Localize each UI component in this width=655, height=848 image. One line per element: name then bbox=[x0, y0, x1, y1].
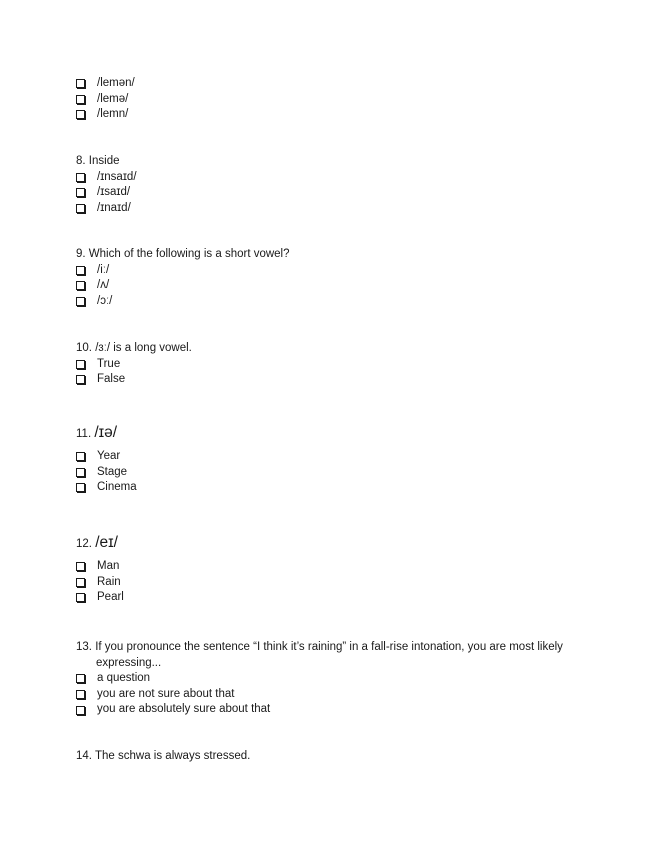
checkbox-icon[interactable] bbox=[76, 173, 85, 182]
option[interactable] bbox=[76, 278, 585, 294]
phonetic-symbol: /ɪə/ bbox=[94, 424, 118, 441]
option[interactable] bbox=[76, 185, 585, 201]
checkbox-icon[interactable] bbox=[76, 204, 85, 213]
question-text bbox=[76, 640, 585, 656]
checkbox-icon[interactable] bbox=[76, 468, 85, 477]
question-9 bbox=[76, 247, 585, 309]
option[interactable] bbox=[76, 702, 585, 718]
option[interactable] bbox=[76, 687, 585, 703]
option-label: /lemən/ bbox=[97, 77, 135, 89]
question-number: 11. bbox=[76, 428, 92, 440]
checkbox-icon[interactable] bbox=[76, 375, 85, 384]
option[interactable] bbox=[76, 671, 585, 687]
option[interactable] bbox=[76, 357, 585, 373]
question-number: 12. bbox=[76, 538, 92, 550]
option[interactable] bbox=[76, 170, 585, 186]
checkbox-icon[interactable] bbox=[76, 95, 85, 104]
option-label: /iː/ bbox=[97, 263, 110, 276]
option-label: you are absolutely sure about that bbox=[97, 703, 271, 716]
option-label: /ɪsaɪd/ bbox=[97, 186, 131, 199]
checkbox-icon[interactable] bbox=[76, 706, 85, 715]
option[interactable] bbox=[76, 263, 585, 279]
question-number: 10. bbox=[76, 342, 92, 354]
option-label: /ɔː/ bbox=[97, 294, 113, 307]
option[interactable] bbox=[76, 449, 585, 465]
question-prompt: Which of the following is a short vowel? bbox=[88, 248, 290, 260]
question-text bbox=[76, 531, 585, 559]
checkbox-icon[interactable] bbox=[76, 483, 85, 492]
option[interactable] bbox=[76, 107, 585, 123]
option[interactable] bbox=[76, 76, 585, 92]
option-label: /lemn/ bbox=[97, 108, 129, 121]
checkbox-icon[interactable] bbox=[76, 452, 85, 461]
question-text bbox=[76, 154, 585, 170]
phonetic-symbol: /eɪ/ bbox=[95, 534, 118, 551]
question-11 bbox=[76, 421, 585, 496]
checkbox-icon[interactable] bbox=[76, 79, 85, 88]
checkbox-icon[interactable] bbox=[76, 562, 85, 571]
option-label: Pearl bbox=[97, 591, 124, 604]
option[interactable] bbox=[76, 590, 585, 606]
option-label: a question bbox=[97, 672, 151, 685]
question-text bbox=[76, 341, 585, 357]
question-prompt: /ɜː/ is a long vowel. bbox=[95, 342, 192, 354]
option[interactable] bbox=[76, 465, 585, 481]
checkbox-icon[interactable] bbox=[76, 188, 85, 197]
option-label: /ɪnsaɪd/ bbox=[97, 170, 137, 183]
checkbox-icon[interactable] bbox=[76, 266, 85, 275]
question-14 bbox=[76, 749, 585, 765]
option[interactable] bbox=[76, 294, 585, 310]
question-number: 9. bbox=[76, 248, 86, 260]
question-13 bbox=[76, 640, 585, 718]
question-12 bbox=[76, 531, 585, 606]
question-text bbox=[76, 421, 585, 449]
checkbox-icon[interactable] bbox=[76, 281, 85, 290]
checkbox-icon[interactable] bbox=[76, 578, 85, 587]
option-label: Man bbox=[97, 560, 120, 572]
option-label: Cinema bbox=[97, 481, 137, 494]
option[interactable] bbox=[76, 372, 585, 388]
question-prompt: The schwa is always stressed. bbox=[95, 750, 251, 762]
option-label: Year bbox=[97, 450, 121, 462]
question-prompt: If you pronounce the sentence “I think it’s raining” in a fall-rise intonation, you are most likely bbox=[95, 641, 563, 653]
question-number: 13. bbox=[76, 641, 92, 653]
question-text bbox=[76, 247, 585, 263]
option[interactable] bbox=[76, 575, 585, 591]
checkbox-icon[interactable] bbox=[76, 360, 85, 369]
option-label: you are not sure about that bbox=[97, 687, 235, 700]
option-label: /ɪnaɪd/ bbox=[97, 201, 131, 214]
question-text bbox=[76, 749, 585, 765]
option[interactable] bbox=[76, 480, 585, 496]
question-10 bbox=[76, 341, 585, 388]
option-label: False bbox=[97, 373, 126, 386]
option[interactable] bbox=[76, 201, 585, 217]
option-label: True bbox=[97, 357, 121, 370]
question-prompt: Inside bbox=[88, 155, 120, 167]
option-label: /lemə/ bbox=[97, 92, 129, 105]
question-number: 8. bbox=[76, 155, 86, 167]
option[interactable] bbox=[76, 559, 585, 575]
question-8 bbox=[76, 154, 585, 216]
option-label: Rain bbox=[97, 575, 121, 588]
checkbox-icon[interactable] bbox=[76, 593, 85, 602]
option-label: Stage bbox=[97, 465, 128, 478]
checkbox-icon[interactable] bbox=[76, 690, 85, 699]
checkbox-icon[interactable] bbox=[76, 297, 85, 306]
question-7-options bbox=[76, 76, 585, 123]
question-text-continued: expressing... bbox=[96, 656, 162, 669]
option[interactable] bbox=[76, 92, 585, 108]
checkbox-icon[interactable] bbox=[76, 110, 85, 119]
checkbox-icon[interactable] bbox=[76, 674, 85, 683]
option-label: /ʌ/ bbox=[97, 279, 110, 292]
question-number: 14. bbox=[76, 750, 92, 762]
